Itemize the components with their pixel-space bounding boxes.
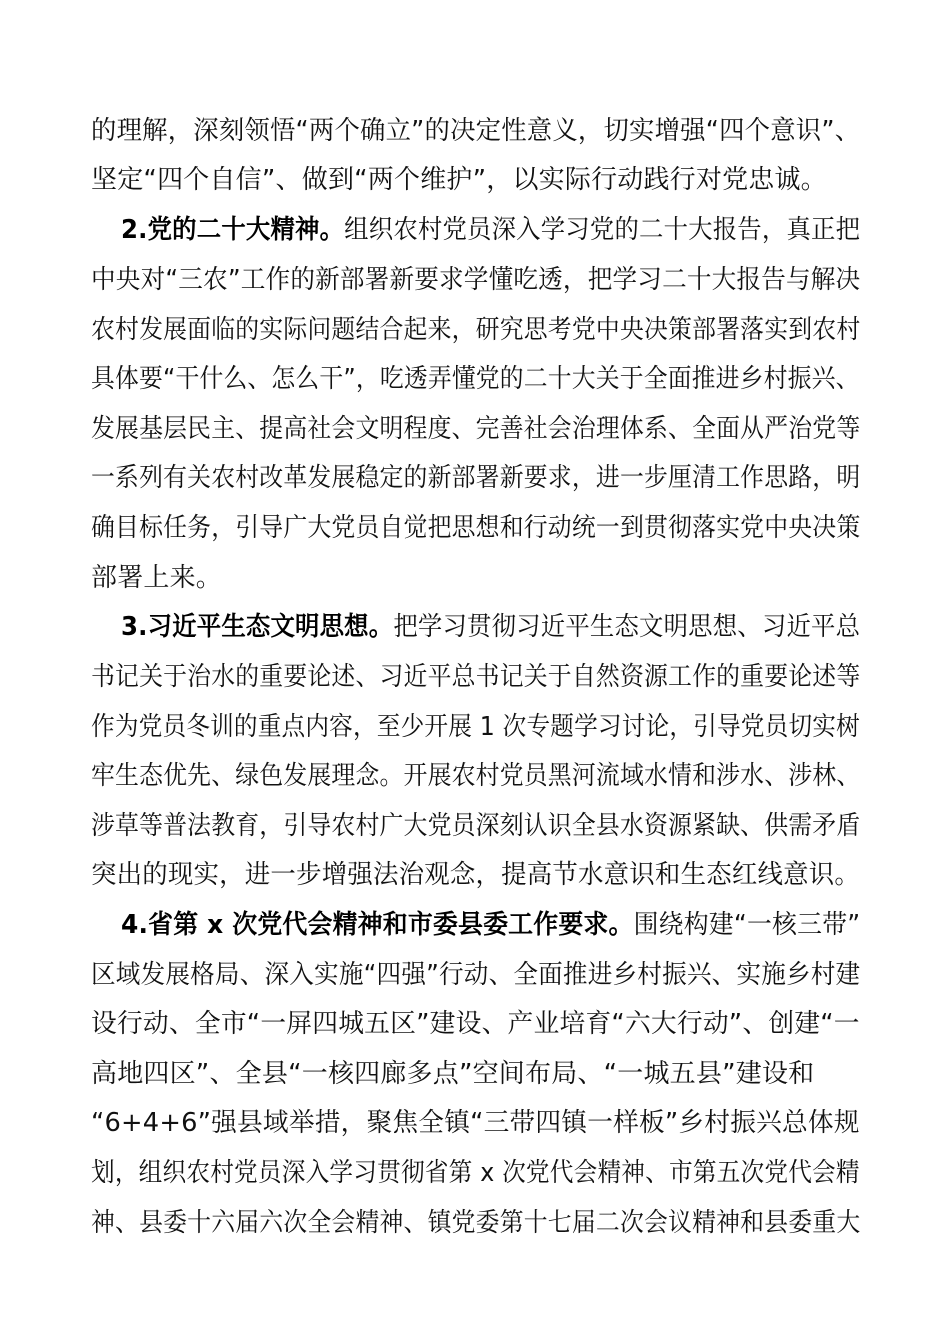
line-text: 牢生态优先、绿色发展理念。开展农村党员黑河流域水情和涉水、涉林、	[91, 761, 861, 791]
section-heading-line	[121, 908, 860, 942]
line-text: 把学习贯彻习近平生态文明思想、习近平总	[393, 612, 861, 642]
line-text: 发展基层民主、提高社会文明程度、完善社会治理体系、全面从严治党等	[91, 414, 861, 444]
line-text: 农村发展面临的实际问题结合起来，研究思考党中央决策部署落实到农村	[91, 315, 861, 345]
line-text: 区域发展格局、深入实施“四强”行动、全面推进乡村振兴、实施乡村建	[91, 960, 861, 990]
line-text: 作为党员冬训的重点内容，至少开展 1 次专题学习讨论，引导党员切实树	[91, 712, 860, 742]
text-line	[91, 660, 860, 694]
text-line	[91, 1007, 860, 1041]
section-heading: 3.习近平生态文明思想。	[121, 612, 394, 642]
section-heading-line	[121, 610, 860, 644]
text-line	[91, 114, 860, 148]
line-text: 划，组织农村党员深入学习贯彻省第 x 次党代会精神、市第五次党代会精	[91, 1158, 860, 1188]
line-text: 具体要“干什么、怎么干”，吃透弄懂党的二十大关于全面推进乡村振兴、	[91, 364, 860, 394]
text-line	[91, 511, 860, 545]
section-heading: 4.省第 x 次党代会精神和市委县委工作要求。	[121, 910, 634, 940]
text-line	[91, 263, 860, 297]
line-text: 设行动、全市“一屏四城五区”建设、产业培育“六大行动”、创建“一	[91, 1009, 860, 1039]
text-line	[91, 809, 860, 843]
text-line	[91, 461, 860, 495]
line-text: “6+4+6”强县域举措，聚焦全镇“三带四镇一样板”乡村振兴总体规	[91, 1108, 860, 1138]
line-text: 涉草等普法教育，引导农村广大党员深刻认识全县水资源紧缺、供需矛盾	[91, 811, 861, 841]
text-line	[91, 1206, 860, 1240]
text-line	[91, 858, 860, 892]
text-line	[91, 1057, 814, 1091]
text-line	[91, 163, 827, 197]
text-line	[91, 958, 860, 992]
text-line	[91, 710, 860, 744]
line-text: 一系列有关农村改革发展稳定的新部署新要求，进一步厘清工作思路，明	[91, 463, 861, 493]
line-text: 组织农村党员深入学习党的二十大报告，真正把	[344, 215, 861, 245]
line-text: 书记关于治水的重要论述、习近平总书记关于自然资源工作的重要论述等	[91, 662, 861, 692]
line-text: 神、县委十六届六次全会精神、镇党委第十七届二次会议精神和县委重大	[91, 1208, 861, 1238]
line-text: 的理解，深刻领悟“两个确立”的决定性意义，切实增强“四个意识”、	[91, 116, 861, 146]
line-text: 高地四区”、全县“一核四廊多点”空间布局、“一城五县”建设和	[91, 1059, 815, 1089]
line-text: 围绕构建“一核三带”	[633, 910, 861, 940]
text-line	[91, 313, 860, 347]
line-text: 部署上来。	[91, 563, 223, 593]
line-text: 突出的现实，进一步增强法治观念，提高节水意识和生态红线意识。	[91, 860, 861, 890]
text-line	[91, 1106, 860, 1140]
text-line	[91, 1156, 860, 1190]
section-heading: 2.党的二十大精神。	[121, 215, 345, 245]
text-line	[91, 412, 860, 446]
text-line	[91, 759, 860, 793]
section-heading-line	[121, 213, 860, 247]
line-text: 确目标任务，引导广大党员自觉把思想和行动统一到贯彻落实党中央决策	[91, 513, 861, 543]
text-line	[91, 561, 222, 595]
text-line	[91, 362, 860, 396]
line-text: 坚定“四个自信”、做到“两个维护”，以实际行动践行对党忠诚。	[91, 165, 827, 195]
line-text: 中央对“三农”工作的新部署新要求学懂吃透，把学习二十大报告与解决	[91, 265, 861, 295]
